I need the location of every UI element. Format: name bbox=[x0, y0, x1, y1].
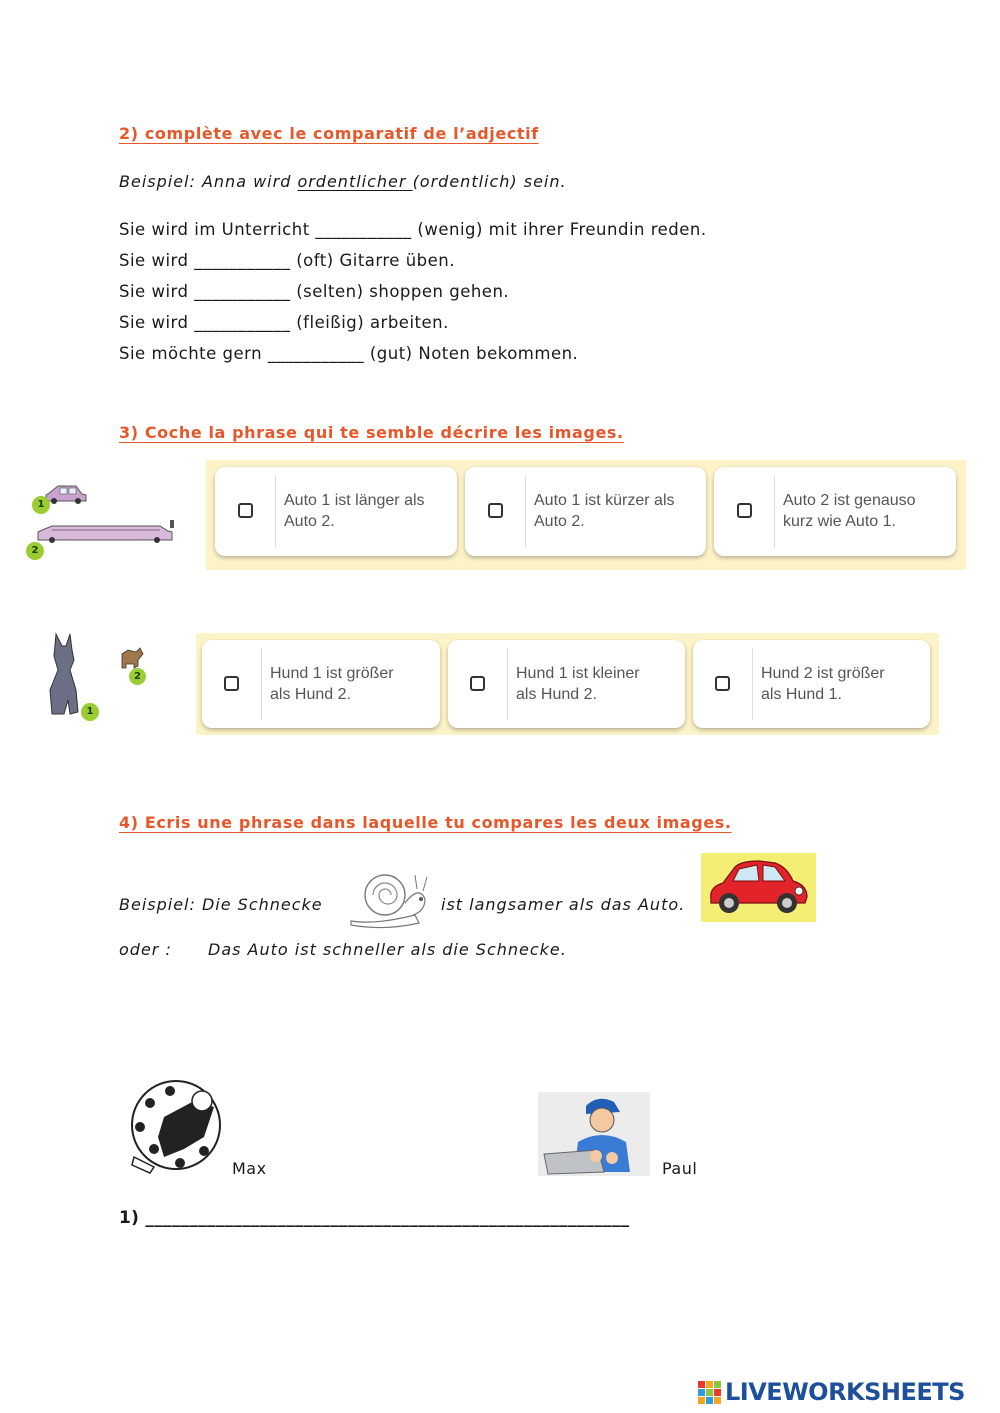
alt-label: oder : bbox=[119, 940, 172, 959]
brand-text: LIVEWORKSHEETS bbox=[725, 1378, 965, 1406]
divider bbox=[261, 648, 262, 720]
example-sentence bbox=[119, 172, 567, 191]
small-dog-icon bbox=[122, 648, 143, 668]
divider bbox=[525, 475, 526, 548]
section2-heading: 2) complète avec le comparatif de l’adjectif bbox=[119, 124, 539, 143]
checkbox-icon[interactable] bbox=[470, 676, 485, 691]
divider bbox=[752, 648, 753, 720]
example-answer: ordentlicher bbox=[297, 172, 413, 191]
car1-badge: 1 bbox=[32, 496, 50, 514]
option-text: Hund 1 ist kleiner als Hund 2. bbox=[516, 665, 640, 703]
liveworksheets-logo bbox=[697, 1380, 993, 1406]
example-suffix: ist langsamer als das Auto. bbox=[441, 895, 686, 914]
checkbox-icon[interactable] bbox=[715, 676, 730, 691]
car-option-2[interactable] bbox=[465, 467, 706, 556]
person2-label: Paul bbox=[662, 1159, 698, 1178]
checkbox-icon[interactable] bbox=[224, 676, 239, 691]
divider bbox=[507, 648, 508, 720]
snail-image bbox=[345, 863, 437, 931]
option-text: Auto 1 ist länger als Auto 2. bbox=[284, 492, 425, 530]
option-text: Hund 2 ist größer als Hund 1. bbox=[761, 665, 885, 703]
max-image bbox=[124, 1077, 232, 1175]
option-text: Hund 1 ist größer als Hund 2. bbox=[270, 665, 394, 703]
logo-blocks-icon bbox=[697, 1380, 723, 1406]
exercise-sentence-3[interactable]: Sie wird ___________ (selten) shoppen gehen. bbox=[119, 282, 510, 301]
car-option-1[interactable] bbox=[215, 467, 457, 556]
example-suffix: (ordentlich) sein. bbox=[412, 172, 567, 191]
small-car-icon bbox=[46, 486, 86, 504]
exercise-sentence-2[interactable]: Sie wird ___________ (oft) Gitarre üben. bbox=[119, 251, 455, 270]
dog2-badge: 2 bbox=[129, 668, 146, 685]
dog-option-1[interactable] bbox=[202, 640, 440, 728]
option-text: Auto 1 ist kürzer als Auto 2. bbox=[534, 492, 675, 530]
dog-option-3[interactable] bbox=[693, 640, 930, 728]
person1-label: Max bbox=[232, 1159, 267, 1178]
exercise-sentence-4[interactable]: Sie wird ___________ (fleißig) arbeiten. bbox=[119, 313, 449, 332]
section3-heading: 3) Coche la phrase qui te semble décrire les images. bbox=[119, 423, 624, 442]
dog-option-2[interactable] bbox=[448, 640, 685, 728]
example-prefix: Beispiel: Die Schnecke bbox=[119, 895, 323, 914]
car-option-3[interactable] bbox=[714, 467, 956, 556]
car-image bbox=[701, 853, 816, 922]
cars-illustration bbox=[22, 474, 182, 566]
big-dog-icon bbox=[50, 634, 78, 714]
example-prefix: Beispiel: Anna wird bbox=[119, 172, 298, 191]
limousine-icon bbox=[38, 520, 174, 543]
option-text: Auto 2 ist genauso kurz wie Auto 1. bbox=[783, 492, 916, 530]
divider bbox=[275, 475, 276, 548]
checkbox-icon[interactable] bbox=[488, 503, 503, 518]
paul-image bbox=[538, 1092, 650, 1176]
exercise-sentence-5[interactable]: Sie möchte gern ___________ (gut) Noten bekommen. bbox=[119, 344, 579, 363]
answer-line-1[interactable]: 1) _______________________________________________________ bbox=[119, 1208, 630, 1228]
checkbox-icon[interactable] bbox=[737, 503, 752, 518]
section4-heading: 4) Ecris une phrase dans laquelle tu compares les deux images. bbox=[119, 813, 732, 832]
car2-badge: 2 bbox=[26, 542, 44, 560]
alt-sentence: Das Auto ist schneller als die Schnecke. bbox=[208, 940, 567, 959]
dog1-badge: 1 bbox=[81, 703, 99, 721]
divider bbox=[774, 475, 775, 548]
checkbox-icon[interactable] bbox=[238, 503, 253, 518]
exercise-sentence-1[interactable]: Sie wird im Unterricht ___________ (wenig) mit ihrer Freundin reden. bbox=[119, 220, 707, 239]
